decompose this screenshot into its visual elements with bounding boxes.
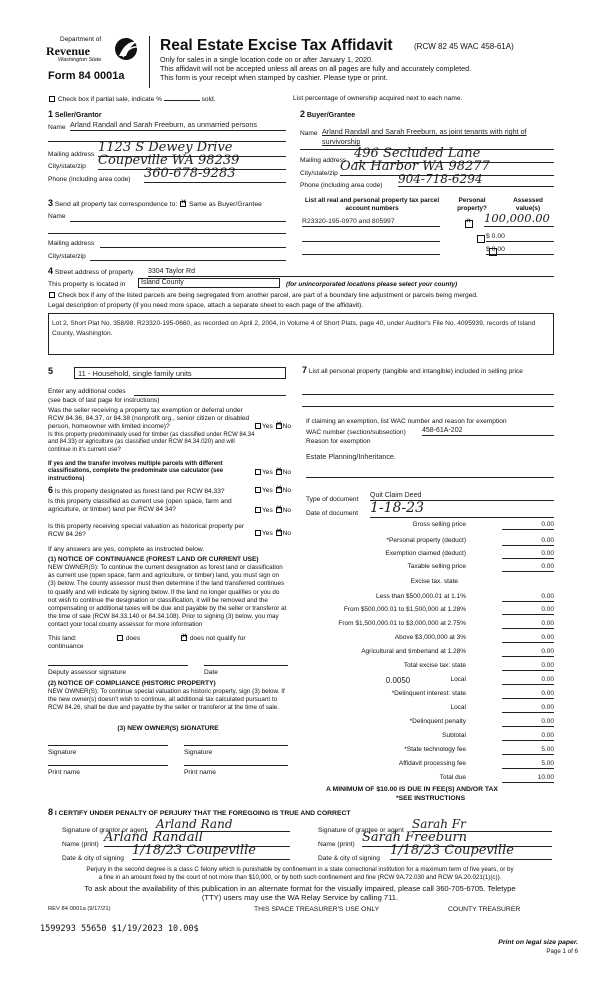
wac-number-field[interactable]: 458-61A-202	[422, 427, 554, 436]
tier4-value[interactable]: 0.00	[502, 634, 554, 643]
notice-compliance-text: NEW OWNER(S): To continue special valuation as historic property, sign (3) below. If the new owner(s) doesn't wish to continue, all additional tax calculated pursuant to RCW 84.26, shall be due and payable by the seller or transferor at the time of sale.	[48, 688, 285, 712]
treasurer-use-label: THIS SPACE TREASURER'S USE ONLY	[254, 906, 380, 913]
partial-sale-label: Check box if partial sale, indicate %	[57, 96, 162, 103]
grantor-sig-label: Signature of grantor or agent	[62, 827, 147, 834]
timber-no-checkbox[interactable]	[276, 469, 282, 475]
certify-heading: 8 I CERTIFY UNDER PENALTY OF PERJURY THAT THE FOREGOING IS TRUE AND CORRECT	[48, 807, 351, 817]
property-located-label: This property is located in	[48, 281, 126, 288]
county-treasurer-label: COUNTY TREASURER	[448, 906, 521, 913]
personal-checkbox-2[interactable]	[477, 235, 485, 243]
seller-city-label: City/state/zip	[48, 163, 86, 170]
tech-fee-row: *State technology fee 5.00	[404, 746, 554, 753]
corr-city-field[interactable]	[90, 260, 286, 261]
grantor-signature-field[interactable]: Arland Rand	[156, 817, 290, 832]
notice-continuance-text: NEW OWNER(S): To continue the current designation as forest land or classification as current use (open space, farm and agriculture, or timber) land, you must sign on (3) below. The county assessor must then determine if the land transferred continues to qualify and will indicate by signing below. If the land no longer qualifies or you do not wish to continue the designation or classification, it will be removed and the compensating or additional taxes will be due and payable by the seller or transferor at the time of sale (RCW 84.33.140 or 84.34.108). Prior to signing (3) below, you may contact your local county assessor for more information	[48, 564, 287, 629]
timber-answer: Yes ✕ No	[254, 469, 291, 477]
seller-name-field[interactable]: Arland Randall and Sarah Freeburn, as unmarried persons	[70, 121, 286, 131]
notice-line-2: This affidavit will not be accepted unless all areas on all pages are fully and accurately completed.	[160, 64, 472, 73]
buyer-city-label: City/state/zip	[300, 170, 338, 177]
corr-city-label: City/state/zip	[48, 253, 86, 260]
header-divider	[149, 36, 150, 88]
revision-label: REV 84 0001a (9/17/21)	[48, 906, 111, 912]
same-as-buyer-checkbox[interactable]	[180, 201, 186, 207]
seller-phone-label: Phone (including area code)	[48, 176, 131, 183]
minimum-due-note: A MINIMUM OF $10.00 IS DUE IN FEE(S) AND/OR TAX	[326, 786, 498, 793]
taxable-price-row: Taxable selling price 0.00	[407, 563, 554, 570]
additional-codes-label: Enter any additional codes	[48, 388, 126, 395]
notice-line-3: This form is your receipt when stamped by cashier. Please type or print.	[160, 73, 388, 82]
timber-yes-checkbox[interactable]	[255, 469, 261, 475]
dept-name: Revenue	[46, 44, 90, 58]
timber-question: Is this property predominately used for timber (as classified under RCW 84.34 and 84.33) or agriculture (as classified under RCW 84.34.020) and will continue in it's current use?	[48, 432, 255, 453]
forest-answer: Yes ✕ No	[254, 487, 291, 495]
correspondence-heading: 3 Send all property tax correspondence to: ✕ Same as Buyer/Grantee	[48, 198, 262, 209]
gross-price-value[interactable]: 0.00	[502, 521, 554, 530]
county-select[interactable]: Island County	[138, 278, 280, 288]
total-due-row: Total due 10.00	[439, 774, 554, 781]
delinquent-state-value[interactable]: 0.00	[502, 690, 554, 699]
partial-sale-percent[interactable]	[164, 95, 200, 101]
current-use-question: Is this property classified as current use (open space, farm and agriculture, or timber) land per RCW 84 34?	[48, 498, 232, 513]
exempt-instruction: If claiming an exemption, list WAC number and reason for exemption	[306, 418, 507, 425]
assessed-value-2[interactable]: $ 0.00	[486, 233, 554, 242]
notice-compliance-title: (2) NOTICE OF COMPLIANCE (HISTORIC PROPERTY)	[48, 680, 216, 687]
reason-label: Reason for exemption	[306, 438, 371, 445]
forest-question: 6 Is this property designated as forest land per RCW 84.33?	[48, 485, 225, 495]
legal-description-field[interactable]: Lot 2, Short Plat No. 358/98. R23320-195-0660, as recorded on April 2, 2004, in Volume 4 of Short Plats, page 40, under Auditor's File No. 4095939, records of Island County, Washington.	[48, 313, 554, 355]
reason-field[interactable]: Estate Planning/Inheritance.	[306, 452, 396, 461]
grantor-date-field[interactable]: 1/18/23 Coupeville	[132, 843, 290, 860]
land-does-not-checkbox[interactable]	[181, 635, 187, 641]
new-owner-sig-heading: (3) NEW OWNER(S) SIGNATURE	[117, 725, 219, 732]
personal-property-line-1[interactable]	[302, 394, 554, 395]
delinquent-local-row: Local 0.00	[450, 704, 554, 711]
land-does-not-option: ✕ does not qualify for	[180, 635, 246, 643]
receipt-stamp: 1599293 55650 $1/19/2023 10.00$	[40, 924, 199, 934]
delinquent-local-value[interactable]: 0.00	[502, 704, 554, 713]
if-any-yes: If any answers are yes, complete as instructed below.	[48, 546, 205, 553]
seller-city-field[interactable]: Coupeville WA 98239	[98, 153, 286, 170]
tier1-row: Less than $500,000.01 at 1.1% 0.00	[376, 593, 554, 600]
personal-property-line-2[interactable]	[302, 406, 554, 407]
delinquent-penalty-row: *Delinquent penalty 0.00	[409, 718, 554, 725]
grantee-date-field[interactable]: 1/18/23 Coupeville	[390, 843, 552, 860]
new-owner-signature-1[interactable]	[48, 745, 168, 746]
signature-label-2: Signature	[184, 749, 213, 756]
signature-label-1: Signature	[48, 749, 77, 756]
processing-fee-value[interactable]: 5.00	[502, 760, 554, 769]
gross-price-row: Gross selling price 0.00	[412, 521, 554, 528]
exemption-deduct-value[interactable]: 0.00	[502, 550, 554, 559]
doc-date-label: Date of document	[306, 510, 359, 517]
personal-deduct-row: *Personal property (deduct) 0.00	[386, 537, 554, 544]
this-land-label: This land: continuance	[48, 635, 84, 650]
excise-state-row: Excise tax. state	[410, 578, 458, 585]
ownership-note: List percentage of ownership acquired next to each name.	[293, 95, 463, 102]
grantee-date-label: Date & city of signing	[318, 855, 380, 862]
land-does-checkbox[interactable]	[117, 635, 123, 641]
forest-yes-checkbox[interactable]	[255, 487, 261, 493]
grantor-name-label: Name (print)	[62, 841, 99, 848]
parcel-col-header: List all real and personal property tax parcel account numbers	[304, 197, 440, 212]
historic-yes-checkbox[interactable]	[255, 530, 261, 536]
land-use-code-select[interactable]: 11 - Household, single family units	[74, 367, 286, 379]
grantor-name-field[interactable]: Arland Randall	[104, 830, 290, 847]
print-legal-note: Print on legal size paper.	[498, 939, 578, 946]
corr-name-label: Name	[48, 213, 66, 220]
local-value[interactable]: 0.00	[502, 676, 554, 685]
subtotal-value[interactable]: 0.00	[502, 732, 554, 741]
tier1-value[interactable]: 0.00	[502, 593, 554, 602]
seller-phone-field[interactable]: 360-678-9283	[144, 166, 286, 183]
tier5-value[interactable]: 0.00	[502, 648, 554, 657]
exemption-yes-checkbox[interactable]	[255, 423, 261, 429]
tier2-row: From $500,000.01 to $1,500,000 at 1.28% 0.00	[343, 606, 554, 613]
buyer-name-label: Name	[300, 130, 318, 137]
corr-mailing-label: Mailing address	[48, 240, 95, 247]
doc-type-field[interactable]: Quit Claim Deed	[370, 492, 554, 501]
alt-format-line-1: To ask about the availability of this publication in an alternate format for the visually impaired, please call 360-705-6705. Teletype	[84, 884, 516, 893]
form-number: Form 84 0001a	[48, 70, 125, 82]
alt-format-line-2: (TTY) users may use the WA Relay Service by calling 711.	[201, 893, 399, 902]
exemption-no-checkbox[interactable]	[276, 423, 282, 429]
current-use-no-checkbox[interactable]	[276, 507, 282, 513]
dept-line: Department of	[60, 36, 102, 43]
notice-line-1: Only for sales in a single location code on or after January 1, 2020.	[160, 55, 373, 64]
form-rcw: (RCW 82 45 WAC 458-61A)	[414, 42, 514, 51]
land-does-option: does	[116, 635, 140, 643]
subtotal-row: Subtotal 0.00	[442, 732, 554, 739]
assessed-value-3[interactable]: $ 0.00	[486, 246, 554, 255]
seller-mailing-label: Mailing address	[48, 151, 95, 158]
personal-property-heading: 7 List all personal property (tangible and intangible) included in selling price	[302, 365, 523, 375]
seller-mailing-field[interactable]: 1123 S Dewey Drive	[98, 140, 286, 157]
exemption-answer: Yes ✕ No	[254, 423, 291, 431]
historic-answer: Yes ✕ No	[254, 530, 291, 538]
new-owner-print-1[interactable]	[48, 765, 168, 766]
tier4-row: Above $3,000,000 at 3% 0.00	[394, 634, 554, 641]
see-instructions-note: *SEE INSTRUCTIONS	[396, 795, 466, 802]
delinquent-state-row: *Delinquent interest: state 0.00	[391, 690, 554, 697]
parcel-row-3[interactable]	[302, 254, 440, 255]
total-due-value[interactable]: 10.00	[502, 774, 554, 783]
exemption-deduct-row: Exemption claimed (deduct) 0.00	[385, 550, 554, 557]
historic-question: Is this property receiving special valuation as historical property per RCW 84.26?	[48, 523, 245, 538]
unincorp-note: (for unincorporated locations please select your county)	[286, 281, 458, 288]
section5-num: 5	[48, 366, 54, 376]
grantee-sig-label: Signature of grantee or agent	[318, 827, 404, 834]
tech-fee-value[interactable]: 5.00	[502, 746, 554, 755]
grantor-date-label: Date & city of signing	[62, 855, 124, 862]
perjury-line-2: a fine in an amount fixed by the court of not more than $10,000, or by both such confinement and fine (RCW 9A.72.030 and RCW 9A.20.021(1)(c)).	[98, 874, 502, 881]
partial-sale-checkbox[interactable]	[49, 96, 55, 102]
tier2-value[interactable]: 0.00	[502, 606, 554, 615]
property-street-row: 4 Street address of property	[48, 266, 134, 276]
timber-question-note: If yes and the transfer involves multiple parcels with different classifications, complete the predominate use calculator (see instructions)	[48, 461, 224, 482]
parcel-row-2[interactable]	[302, 241, 440, 242]
new-owner-print-2[interactable]	[184, 765, 288, 766]
tier3-value[interactable]: 0.00	[502, 620, 554, 629]
perjury-line-1: Perjury in the second degree is a class C felony which is punishable by confinement in a state correctional institution for a maximum term of five years, or by	[86, 866, 514, 873]
current-use-yes-checkbox[interactable]	[255, 507, 261, 513]
buyer-mailing-label: Mailing address	[300, 157, 347, 164]
current-use-answer: Yes ✕ No	[254, 507, 291, 515]
partial-sale-row	[48, 95, 216, 104]
buyer-phone-label: Phone (including area code)	[300, 182, 383, 189]
notice-continuance-title: (1) NOTICE OF CONTINUANCE (FOREST LAND OR CURRENT USE)	[48, 556, 259, 563]
forest-no-checkbox[interactable]	[276, 487, 282, 493]
wac-label: WAC number (section/subsection)	[306, 429, 406, 436]
assessed-col-header: Assessed value(s)	[513, 197, 543, 212]
segregated-checkbox[interactable]	[49, 292, 55, 298]
tier5-row: Agricultural and timberland at 1.28% 0.00	[361, 648, 554, 655]
personal-col-header: Personal property?	[457, 197, 487, 212]
total-state-value[interactable]: 0.00	[502, 662, 554, 671]
deputy-date-field[interactable]	[204, 665, 288, 666]
page-number: Page 1 of 6	[546, 948, 578, 955]
deputy-signature-label: Deputy assessor signature	[48, 669, 127, 676]
buyer-mailing-field[interactable]: 496 Secluded Lane	[354, 146, 554, 163]
partial-sale-sold: sold.	[201, 96, 216, 103]
local-row: 0.0050 Local 0.00	[302, 676, 554, 686]
new-owner-signature-2[interactable]	[184, 745, 288, 746]
see-back-note: (see back of last page for instructions)	[48, 397, 160, 404]
seller-name-label: Name	[48, 124, 66, 131]
deputy-signature-field[interactable]	[48, 665, 188, 666]
corr-mailing-field[interactable]	[100, 247, 286, 248]
tier3-row: From $1,500,000.01 to $3,000,000 at 2.75% 0.00	[338, 620, 554, 627]
total-state-row: Total excise tax: state 0.00	[403, 662, 554, 669]
assessed-value-1[interactable]: 100,000.00	[484, 212, 554, 227]
buyer-phone-field[interactable]: 904-718-6294	[398, 172, 554, 187]
segregated-row: Check box if any of the listed parcels are being segregated from another parcel, are part of a boundary line adjustment or parcels being merged.	[48, 292, 478, 300]
local-rate-value: 0.0050	[385, 676, 411, 685]
doc-date-field[interactable]: 1-18-23	[370, 500, 554, 518]
seller-heading: 1 Seller/Grantor	[48, 109, 102, 119]
parcel-row-1[interactable]: R23320-195-0970 and 805997	[302, 218, 440, 227]
personal-deduct-value[interactable]: 0.00	[502, 537, 554, 546]
historic-no-checkbox[interactable]	[276, 530, 282, 536]
corr-name-field[interactable]	[70, 221, 286, 222]
print-name-label-1: Print name	[48, 769, 80, 776]
buyer-name-field[interactable]: Arland Randall and Sarah Freeburn, as joint tenants with right of survivorship	[322, 127, 527, 146]
print-name-label-2: Print name	[184, 769, 216, 776]
grantee-signature-field[interactable]: Sarah Fr	[412, 817, 552, 832]
doc-type-label: Type of document	[306, 496, 359, 503]
processing-fee-row: Affidavit processing fee 5.00	[398, 760, 554, 767]
property-street-field[interactable]: 3304 Taylor Rd	[148, 268, 554, 277]
additional-codes-field[interactable]	[134, 395, 286, 396]
personal-checkbox-1[interactable]	[465, 220, 473, 228]
dept-state: Washington State	[58, 57, 102, 63]
revenue-logo-icon	[112, 36, 142, 62]
exemption-question: Was the seller receiving a property tax exemption or deferral under RCW 84.36, 84.37, or 84.38 (nonprofit org., senior citizen or disabled person, homeowner with limited income)?	[48, 407, 250, 430]
deputy-date-label: Date	[204, 669, 218, 676]
taxable-price-value[interactable]: 0.00	[502, 563, 554, 572]
buyer-city-field[interactable]: Oak Harbor WA 98277	[340, 159, 554, 176]
grantee-name-field[interactable]: Sarah Freeburn	[362, 830, 552, 847]
grantee-name-label: Name (print)	[318, 841, 355, 848]
form-title: Real Estate Excise Tax Affidavit	[160, 37, 393, 54]
buyer-heading: 2 Buyer/Grantee	[300, 109, 356, 119]
delinquent-penalty-value[interactable]: 0.00	[502, 718, 554, 727]
legal-label: Legal description of property (if you need more space, attach a separate sheet to each page of the affidavit).	[48, 302, 364, 309]
